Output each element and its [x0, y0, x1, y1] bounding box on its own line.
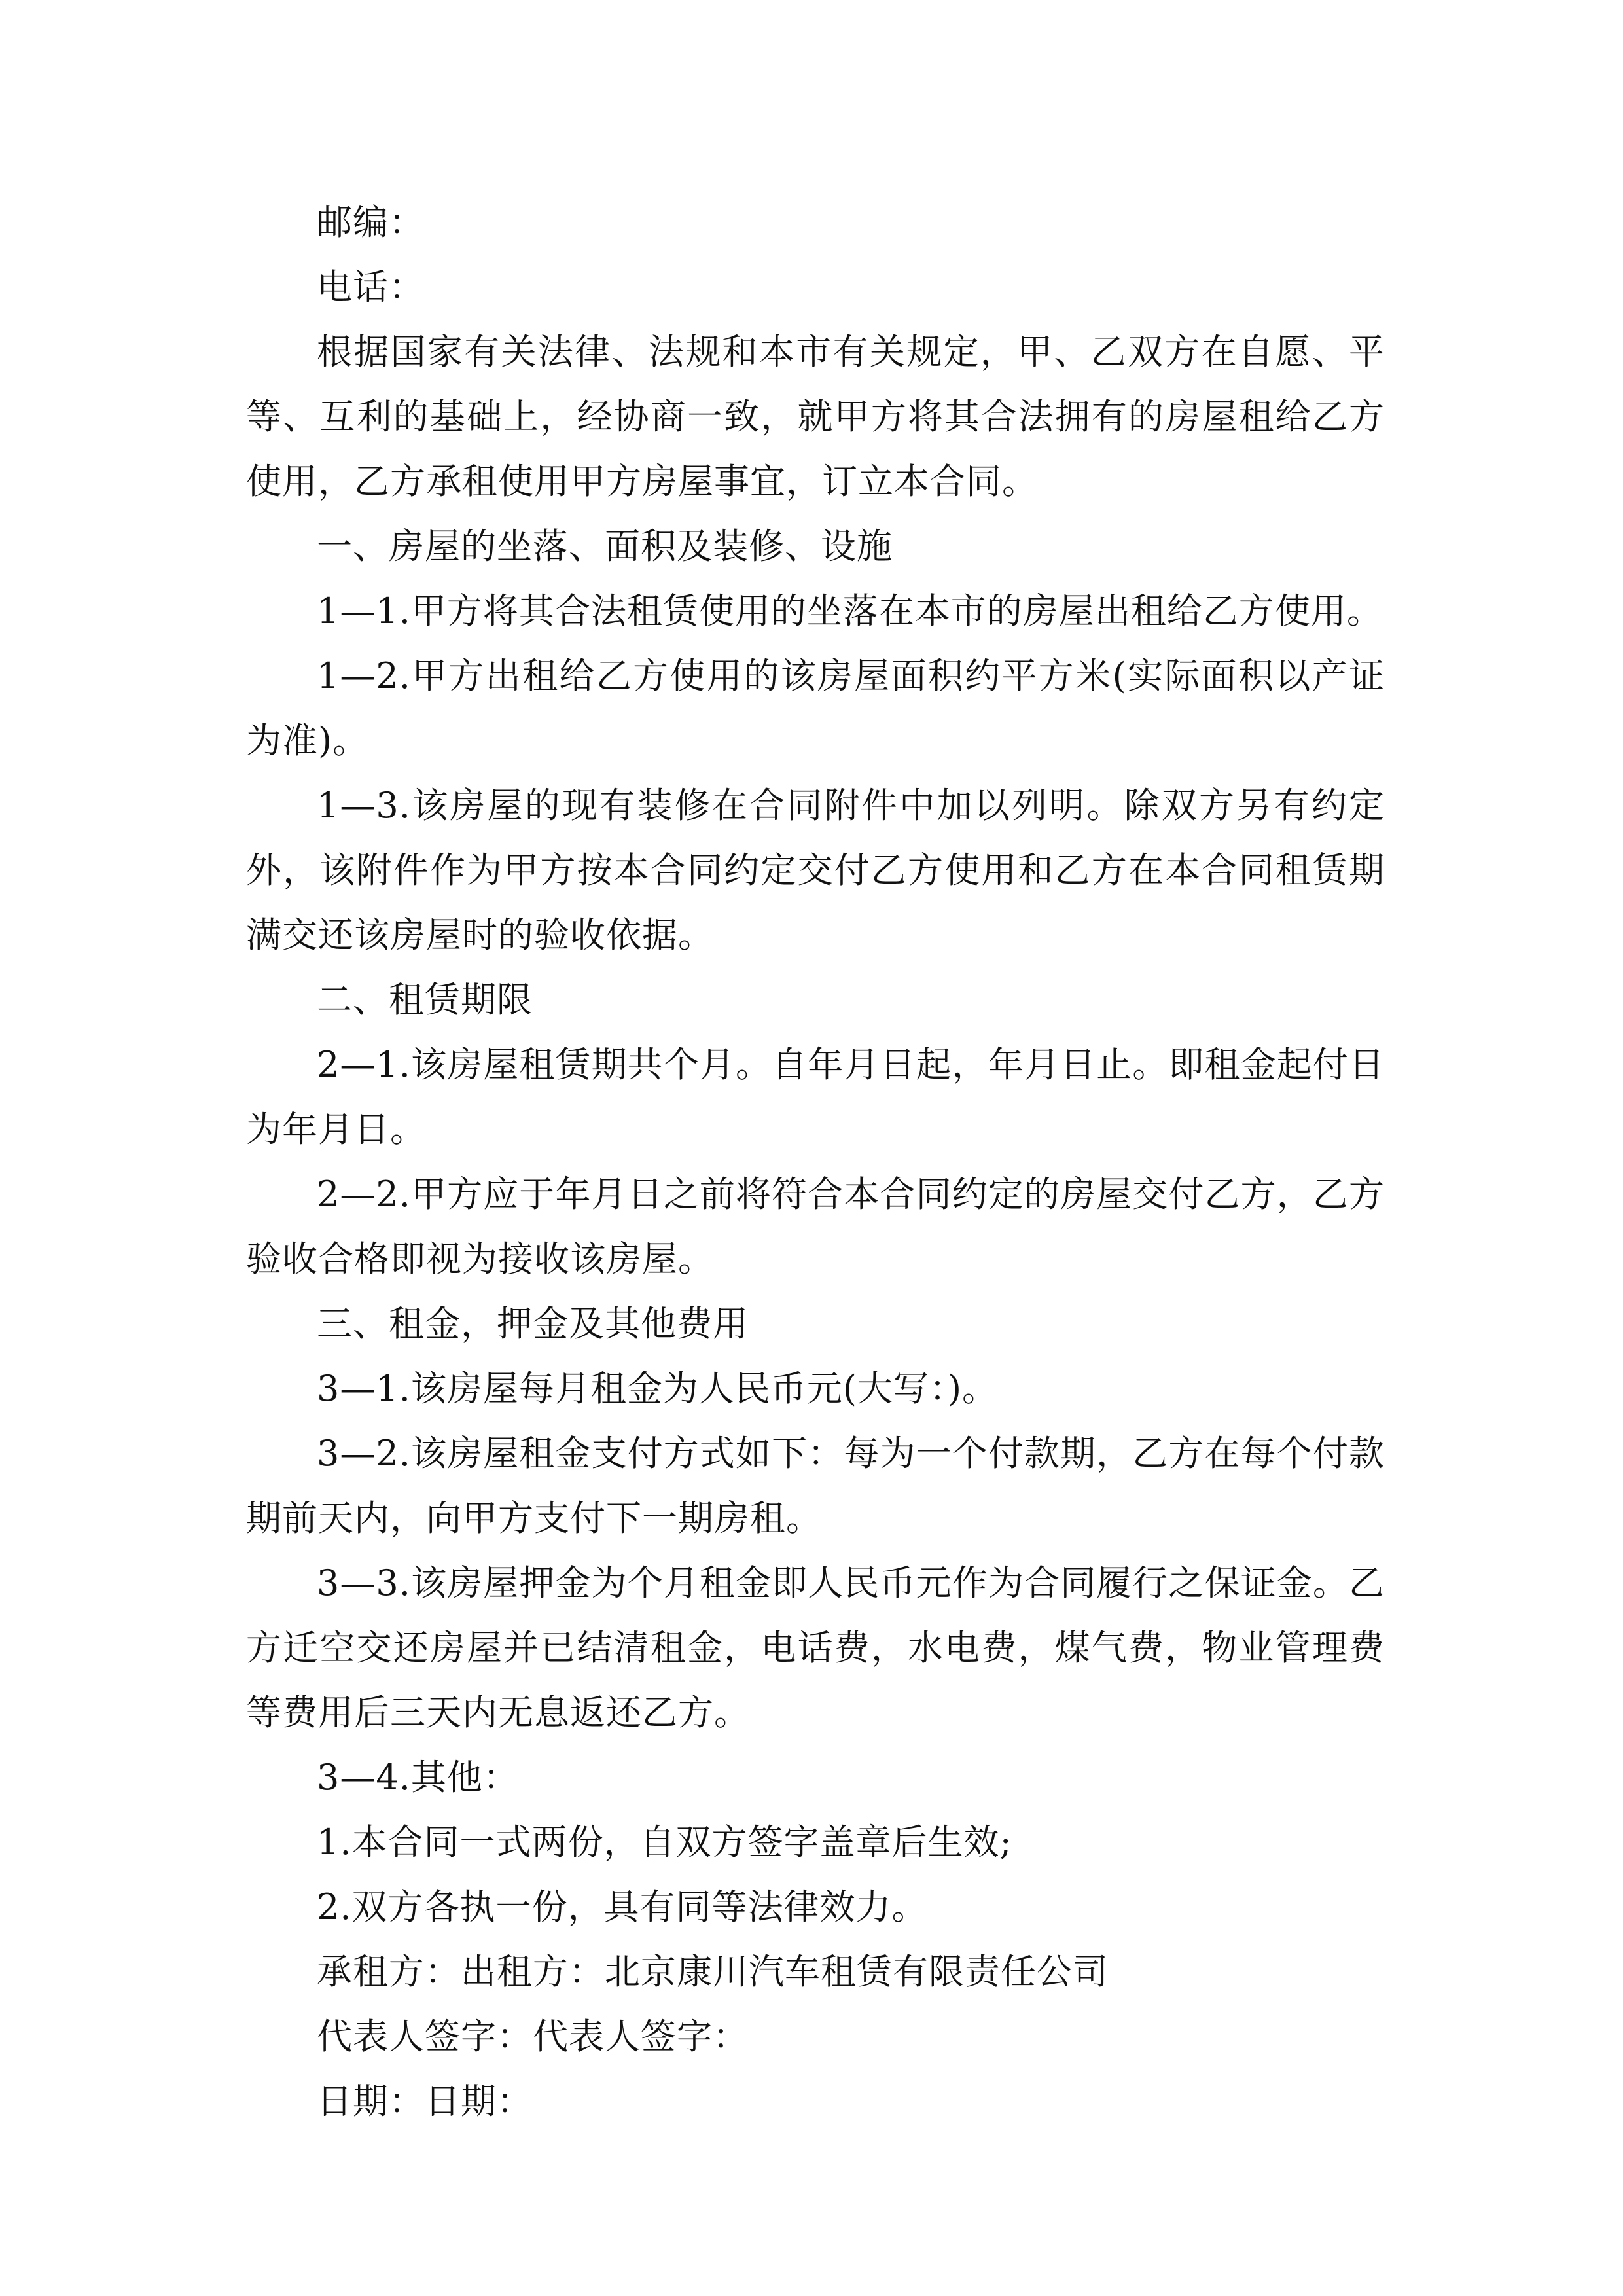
date-line: 日期：日期：: [317, 2081, 533, 2122]
section-heading-3: 三、租金，押金及其他费用: [317, 1303, 749, 1344]
signature-line: 代表人签字：代表人签字：: [317, 2016, 749, 2057]
paragraph-phone: 电话：: [317, 266, 425, 308]
section-heading-2: 二、租赁期限: [317, 979, 533, 1020]
clause-3-3: 3—3.该房屋押金为个月租金即人民币元作为合同履行之保证金。乙方迁空交还房屋并已结清租金，电话费，水电费，煤气费，物业管理费等费用后三天内无息返还乙方。: [246, 1562, 1385, 1733]
clause-3-1: 3—1.该房屋每月租金为人民币元(大写：)。: [317, 1368, 999, 1409]
paragraph-preamble: 根据国家有关法律、法规和本市有关规定，甲、乙双方在自愿、平等、互利的基础上，经协商一致，就甲方将其合法拥有的房屋租给乙方使用，乙方承租使用甲方房屋事宜，订立本合同。: [246, 331, 1385, 502]
document-body: [246, 190, 1385, 2134]
clause-1-1: 1—1.甲方将其合法租赁使用的坐落在本市的房屋出租给乙方使用。: [317, 590, 1383, 632]
parties-line: 承租方：出租方：北京康川汽车租赁有限责任公司: [317, 1951, 1109, 1992]
paragraph-postcode: 邮编：: [317, 202, 425, 243]
clause-3-4: 3—4.其他：: [317, 1757, 519, 1798]
other-item-1: 1.本合同一式两份，自双方签字盖章后生效;: [317, 1821, 1012, 1863]
clause-2-2: 2—2.甲方应于年月日之前将符合本合同约定的房屋交付乙方，乙方验收合格即视为接收该房屋。: [246, 1174, 1385, 1280]
clause-1-3: 1—3.该房屋的现有装修在合同附件中加以列明。除双方另有约定外，该附件作为甲方按本合同约定交付乙方使用和乙方在本合同租赁期满交还该房屋时的验收依据。: [246, 785, 1385, 956]
section-heading-1: 一、房屋的坐落、面积及装修、设施: [317, 526, 893, 567]
clause-2-1: 2—1.该房屋租赁期共个月。自年月日起，年月日止。即租金起付日为年月日。: [246, 1044, 1385, 1150]
clause-1-2: 1—2.甲方出租给乙方使用的该房屋面积约平方米(实际面积以产证为准)。: [246, 655, 1385, 761]
other-item-2: 2.双方各执一份，具有同等法律效力。: [317, 1886, 928, 1928]
clause-3-2: 3—2.该房屋租金支付方式如下：每为一个付款期，乙方在每个付款期前天内，向甲方支付下一期房租。: [246, 1433, 1385, 1539]
